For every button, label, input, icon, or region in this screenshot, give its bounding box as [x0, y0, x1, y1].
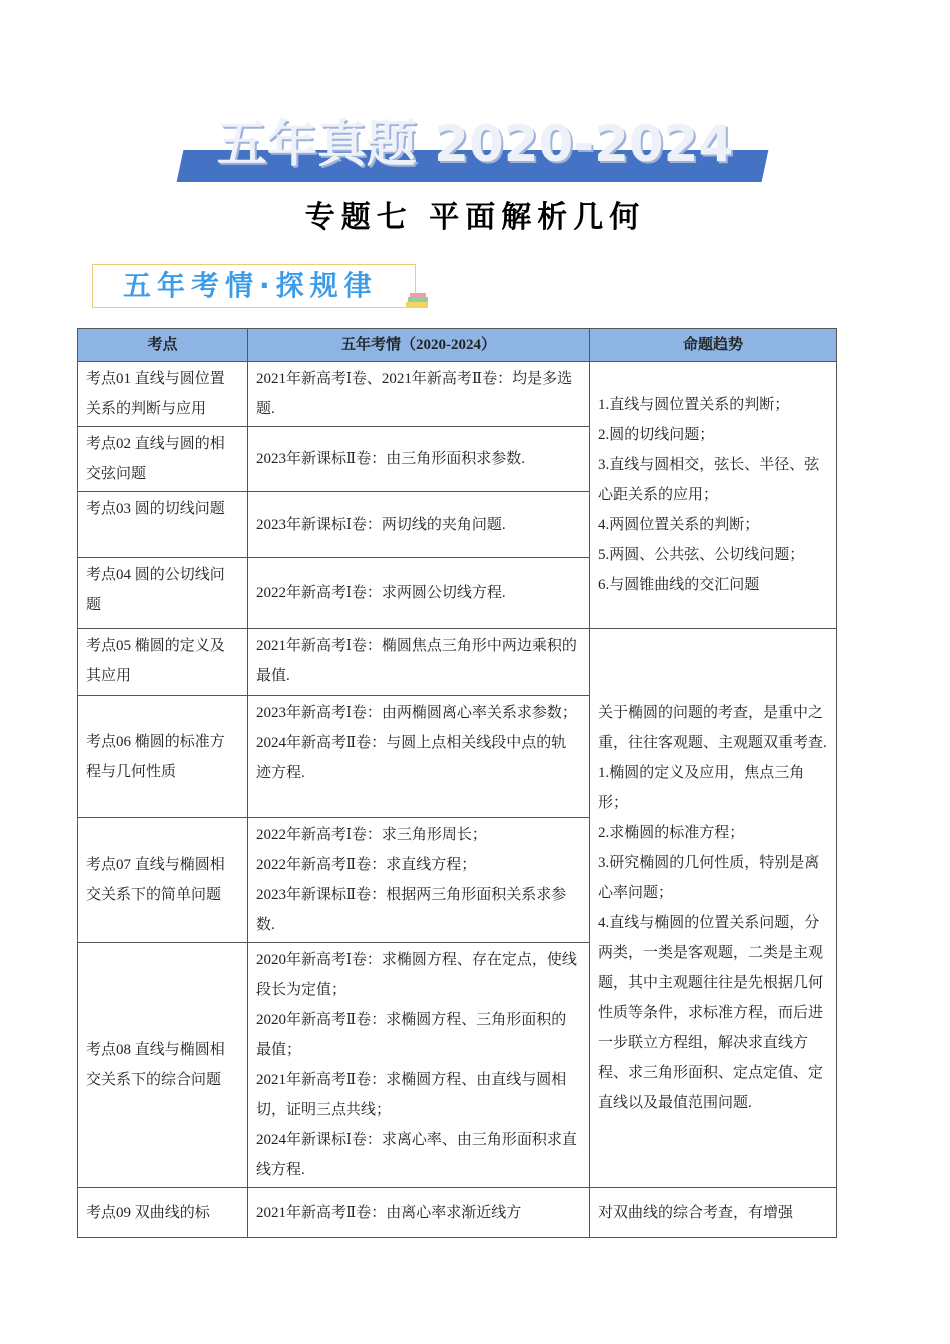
- trend-cell-ellipse: [590, 629, 837, 1188]
- trend-line: 3.研究椭圆的几何性质，特别是离心率问题；: [598, 855, 820, 901]
- exam-line: 2022年新高考Ⅰ卷：求三角形周长；: [256, 827, 487, 843]
- exam-cell: 2021年新高考Ⅱ卷：由离心率求渐近线方: [248, 1188, 590, 1238]
- trend-line: 3.直线与圆相交，弦长、半径、弦心距关系的应用；: [598, 457, 820, 503]
- trend-line: 关于椭圆的问题的考查，是重中之重，往往客观题、主观题双重考查.: [598, 705, 827, 751]
- trend-line: 6.与圆锥曲线的交汇问题: [598, 577, 760, 593]
- exam-line: 2023年新课标Ⅱ卷：根据两三角形面积关系求参数.: [256, 887, 567, 933]
- exam-line: 2020年新高考Ⅱ卷：求椭圆方程、三角形面积的最值；: [256, 1012, 567, 1058]
- exam-cell: 2021年新高考Ⅰ卷、2021年新高考Ⅱ卷：均是多选题.: [248, 362, 590, 427]
- exam-line: 2023年新高考Ⅰ卷：由两椭圆离心率关系求参数；: [256, 705, 577, 721]
- exam-line: 2020年新高考Ⅰ卷：求椭圆方程、存在定点，使线段长为定值；: [256, 952, 577, 998]
- point-cell: 考点05 椭圆的定义及其应用: [78, 629, 248, 696]
- trend-cell-circle: [590, 362, 837, 629]
- exam-cell: [248, 818, 590, 943]
- books-icon: [404, 292, 430, 310]
- table-row: [78, 362, 837, 427]
- trend-line: 2.圆的切线问题；: [598, 427, 715, 443]
- point-cell: 考点03 圆的切线问题: [78, 492, 248, 558]
- point-cell: 考点09 双曲线的标: [78, 1188, 248, 1238]
- table-row: [78, 629, 837, 696]
- topic-subtitle: 专题七 平面解析几何: [304, 200, 646, 235]
- exam-line: 2022年新高考Ⅱ卷：求直线方程；: [256, 857, 477, 873]
- exam-analysis-table: [77, 328, 837, 1238]
- point-cell: 考点06 椭圆的标准方程与几何性质: [78, 696, 248, 818]
- table-row: [78, 1188, 837, 1238]
- exam-line: 2024年新高考Ⅱ卷：与圆上点相关线段中点的轨迹方程.: [256, 735, 567, 781]
- point-cell: 考点07 直线与椭圆相交关系下的简单问题: [78, 818, 248, 943]
- exam-cell: 2023年新课标Ⅱ卷：由三角形面积求参数.: [248, 427, 590, 492]
- trend-line: 1.直线与圆位置关系的判断；: [598, 397, 790, 413]
- trend-line: 1.椭圆的定义及应用，焦点三角形；: [598, 765, 805, 811]
- exam-line: 2024年新课标Ⅰ卷：求离心率、由三角形面积求直线方程.: [256, 1132, 577, 1178]
- trend-line: 2.求椭圆的标准方程；: [598, 825, 745, 841]
- point-cell: 考点01 直线与圆位置关系的判断与应用: [78, 362, 248, 427]
- header-trend: 命题趋势: [590, 329, 837, 362]
- exam-cell: 2023年新课标Ⅰ卷：两切线的夹角问题.: [248, 492, 590, 558]
- exam-line: 2021年新高考Ⅱ卷：求椭圆方程、由直线与圆相切，证明三点共线；: [256, 1072, 567, 1118]
- exam-cell: 2021年新高考Ⅰ卷：椭圆焦点三角形中两边乘积的最值.: [248, 629, 590, 696]
- exam-cell: 2022年新高考Ⅰ卷：求两圆公切线方程.: [248, 558, 590, 629]
- point-cell: 考点04 圆的公切线问题: [78, 558, 248, 629]
- trend-line: 4.两圆位置关系的判断；: [598, 517, 760, 533]
- trend-cell-hyperbola: 对双曲线的综合考查，有增强: [590, 1188, 837, 1238]
- header-exams: 五年考情（2020-2024）: [248, 329, 590, 362]
- section-heading-box: [92, 264, 416, 308]
- trend-line: 5.两圆、公共弦、公切线问题；: [598, 547, 805, 563]
- point-cell: 考点02 直线与圆的相交弦问题: [78, 427, 248, 492]
- exam-cell: [248, 943, 590, 1188]
- trend-line: 4.直线与椭圆的位置关系问题，分两类，一类是客观题，二类是主观题，其中主观题往往是先根据几何性质等条件，求标准方程，而后进一步联立方程组，解决求直线方程、求三角形面积、定点定值、定直线以及最值范围问题.: [598, 915, 824, 1111]
- exam-cell: [248, 696, 590, 818]
- banner-title: 五年真题 2020-2024: [216, 115, 734, 173]
- section-heading: 五年考情·探规律: [123, 269, 378, 302]
- header-point: 考点: [78, 329, 248, 362]
- table-header-row: [78, 329, 837, 362]
- point-cell: 考点08 直线与椭圆相交关系下的综合问题: [78, 943, 248, 1188]
